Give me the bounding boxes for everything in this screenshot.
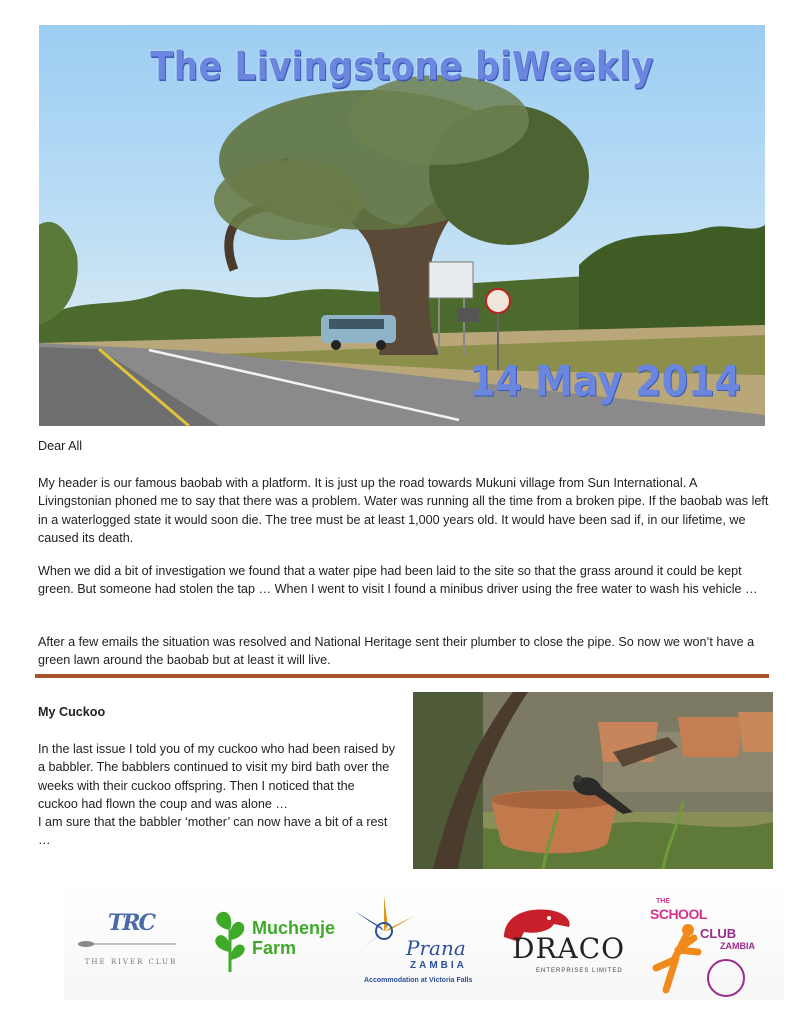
herb-leaf-icon bbox=[210, 910, 250, 972]
cuckoo-photo bbox=[413, 692, 773, 869]
school-club-club: CLUB bbox=[700, 926, 737, 941]
draco-subtitle: ENTERPRISES LIMITED bbox=[536, 968, 623, 974]
school-club-the: THE bbox=[656, 898, 670, 905]
paragraph-baobab: My header is our famous baobab with a platform. It is just up the road towards Mukuni village from Sun International. A Livingstonian phoned me to say that there was a problem. Water was running all the time from a broken pipe. If the baobab was left in a waterlogged state it would soon die. The tree must be at least 1,000 years old. It would have been sad if, in our lifetime, we caused its death. bbox=[38, 476, 769, 545]
draco-brand: DRACO bbox=[512, 932, 626, 965]
oar-icon bbox=[76, 939, 186, 949]
river-club-name: THE RIVER CLUB bbox=[84, 958, 178, 966]
school-club-school: SCHOOL bbox=[650, 906, 707, 922]
river-club-logo bbox=[76, 910, 186, 970]
paragraph-investigation: When we did a bit of investigation we found that a water pipe had been laid to the site so that the grass around it could be kept green. But someone had stolen the tap … When I went to visit I found a minibus driver using the free water to wash his vehicle … bbox=[38, 564, 758, 597]
prana-brand: Prana bbox=[406, 936, 466, 960]
muchenje-farm-name bbox=[252, 918, 335, 958]
muchenje-line1: Muchenje bbox=[252, 918, 336, 938]
sponsor-strip bbox=[64, 880, 784, 1000]
school-club-zambia: ZAMBIA bbox=[720, 941, 755, 951]
muchenje-farm-logo bbox=[210, 910, 350, 970]
header-banner bbox=[39, 25, 765, 426]
river-club-monogram: TRC bbox=[107, 910, 155, 936]
cuckoo-story bbox=[38, 740, 398, 850]
cuckoo-closing: I am sure that the babbler ‘mother’ can now have a bit of a rest … bbox=[38, 815, 388, 848]
prana-zambia-logo bbox=[354, 896, 484, 996]
school-club-logo bbox=[636, 890, 776, 1000]
sun-swirl-icon bbox=[354, 896, 414, 966]
runner-icon bbox=[636, 890, 776, 1000]
issue-date: 14 May 2014 bbox=[468, 356, 741, 406]
cuckoo-paragraph: In the last issue I told you of my cuckoo who had been raised by a babbler. The babblers continued to visit my bird bath over the weeks with their cuckoo offspring. Then I noticed that the cuckoo had flown the coup and was alone … bbox=[38, 742, 396, 811]
section-heading-cuckoo: My Cuckoo bbox=[38, 705, 106, 719]
greeting: Dear All bbox=[38, 439, 83, 453]
paragraph-resolution: After a few emails the situation was resolved and National Heritage sent their plumber to close the pipe. So now we won’t have a green lawn around the baobab but at least it will live. bbox=[38, 635, 755, 668]
prana-tagline: Accommodation at Victoria Falls bbox=[364, 977, 473, 984]
newsletter-title: The Livingstone biWeekly bbox=[150, 44, 654, 90]
section-divider bbox=[35, 674, 769, 678]
draco-logo bbox=[494, 902, 624, 982]
muchenje-line2: Farm bbox=[252, 938, 297, 958]
prana-country: ZAMBIA bbox=[410, 960, 467, 971]
bird-bath-photo bbox=[413, 692, 773, 869]
